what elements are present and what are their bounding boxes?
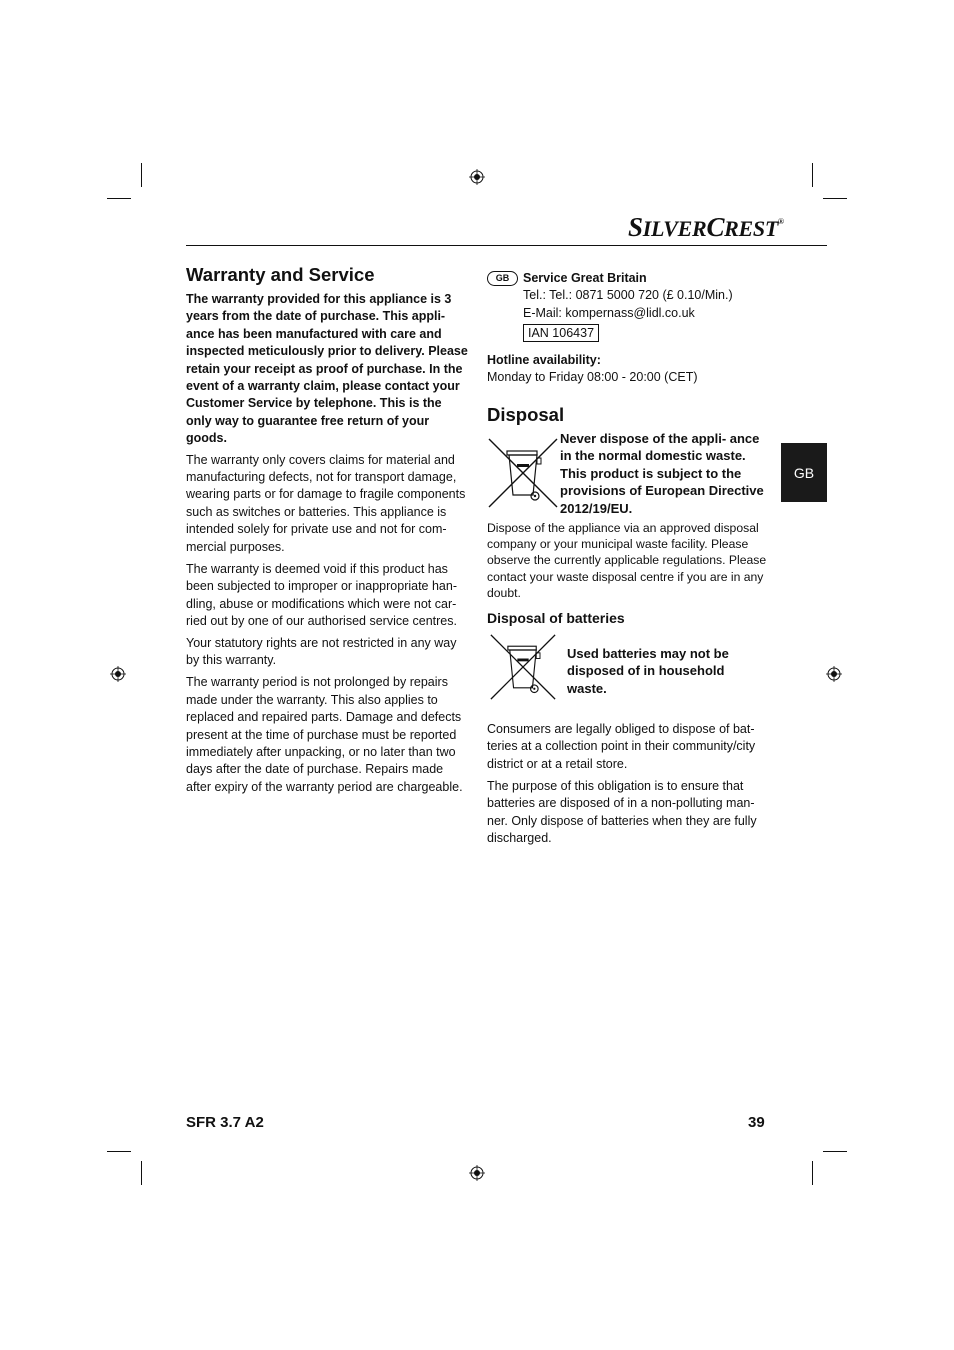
registration-mark-icon: [469, 169, 485, 185]
crop-mark: [141, 163, 142, 187]
crop-mark: [812, 1161, 813, 1185]
disposal-warning: Never dispose of the appli- ance in the normal domestic waste. This product is subject to the provisions of European Directive 2012/19/EU.: [560, 431, 764, 516]
warranty-paragraph: The warranty is deemed void if this product has been subjected to improper or inappropriate han- dling, abuse or modifications which were not car- ried out by one of our authorised service centres.: [186, 561, 458, 628]
disposal-text: [487, 520, 769, 606]
service-phone: Tel.: Tel.: 0871 5000 720 (£ 0.10/Min.): [523, 288, 733, 303]
disposal-heading: Disposal: [487, 404, 565, 425]
batteries-warning: Used batteries may not be disposed of in household waste.: [567, 646, 729, 696]
ian-number: IAN 106437: [523, 324, 599, 342]
hotline-hours: Monday to Friday 08:00 - 20:00 (CET): [487, 370, 698, 385]
service-name: Service Great Britain: [523, 271, 647, 285]
country-badge: GB: [487, 271, 518, 286]
batteries-paragraph: The purpose of this obligation is to ensure that batteries are disposed of in a non-polluting man- ner. Only dispose of batteries when they are fully discharged.: [487, 778, 757, 846]
warranty-section: [186, 264, 469, 801]
warranty-heading: Warranty and Service: [186, 264, 375, 285]
registered-mark: ®: [777, 217, 784, 226]
service-block: [523, 270, 773, 343]
language-tab: [781, 443, 827, 502]
brand-letter: C: [706, 212, 725, 242]
warranty-intro: The warranty provided for this appliance is 3 years from the date of purchase. This appli- ance has been manufactured with care and inspected meticulously prior to delivery. Please retain your receipt as proof of purchase. In the event of a warranty claim, please contact your Customer Service by telephone. This is the only way to guarantee free return of your goods.: [186, 292, 468, 446]
disposal-paragraph: Dispose of the appliance via an approved disposal company or your municipal waste facility. Please observe the currently applicable regulations. Please contact your waste disposal centre if you are in any doubt.: [487, 521, 767, 600]
service-email: E-Mail: kompernass@lidl.co.uk: [523, 305, 695, 320]
crop-mark: [107, 198, 131, 199]
warranty-paragraph: The warranty period is not prolonged by repairs made under the warranty. This also applies to replaced and repaired parts. Damage and defects present at the time of purchase must be reported immediately after unpacking, or no later than two days after the date of purchase. Repairs made after expiry of the warranty period are chargeable.: [186, 675, 463, 794]
batteries-text: [487, 721, 767, 852]
crop-mark: [812, 163, 813, 187]
brand-letter: S: [628, 212, 643, 242]
registration-mark-icon: [826, 666, 842, 682]
crossed-out-wheelie-bin-icon: [487, 633, 559, 701]
page-number: 39: [748, 1114, 765, 1131]
crop-mark: [823, 1151, 847, 1152]
crop-mark: [141, 1161, 142, 1185]
brand-logo: [628, 212, 784, 243]
crossed-out-wheelie-bin-icon: [487, 437, 559, 509]
registration-mark-icon: [469, 1165, 485, 1181]
model-number: SFR 3.7 A2: [186, 1114, 264, 1131]
registration-mark-icon: [110, 666, 126, 682]
warranty-paragraph: Your statutory rights are not restricted in any way by this warranty.: [186, 635, 457, 668]
crop-mark: [823, 198, 847, 199]
brand-letters: REST: [724, 216, 778, 241]
header-rule: [186, 245, 827, 246]
warranty-paragraph: The warranty only covers claims for material and manufacturing defects, not for transport damage, wearing parts or for damage to fragile components such as switches or batteries. This appliance is intended solely for private use and not for com- mercial purposes.: [186, 452, 466, 554]
hotline-label: Hotline availability:: [487, 353, 601, 367]
crop-mark: [107, 1151, 131, 1152]
batteries-paragraph: Consumers are legally obliged to dispose of bat- teries at a collection point in their community/city district or at a retail store.: [487, 722, 756, 771]
language-tab-label: GB: [793, 464, 815, 481]
brand-letters: ILVER: [642, 216, 707, 241]
hotline-block: [487, 352, 767, 387]
batteries-heading: Disposal of batteries: [487, 610, 625, 626]
